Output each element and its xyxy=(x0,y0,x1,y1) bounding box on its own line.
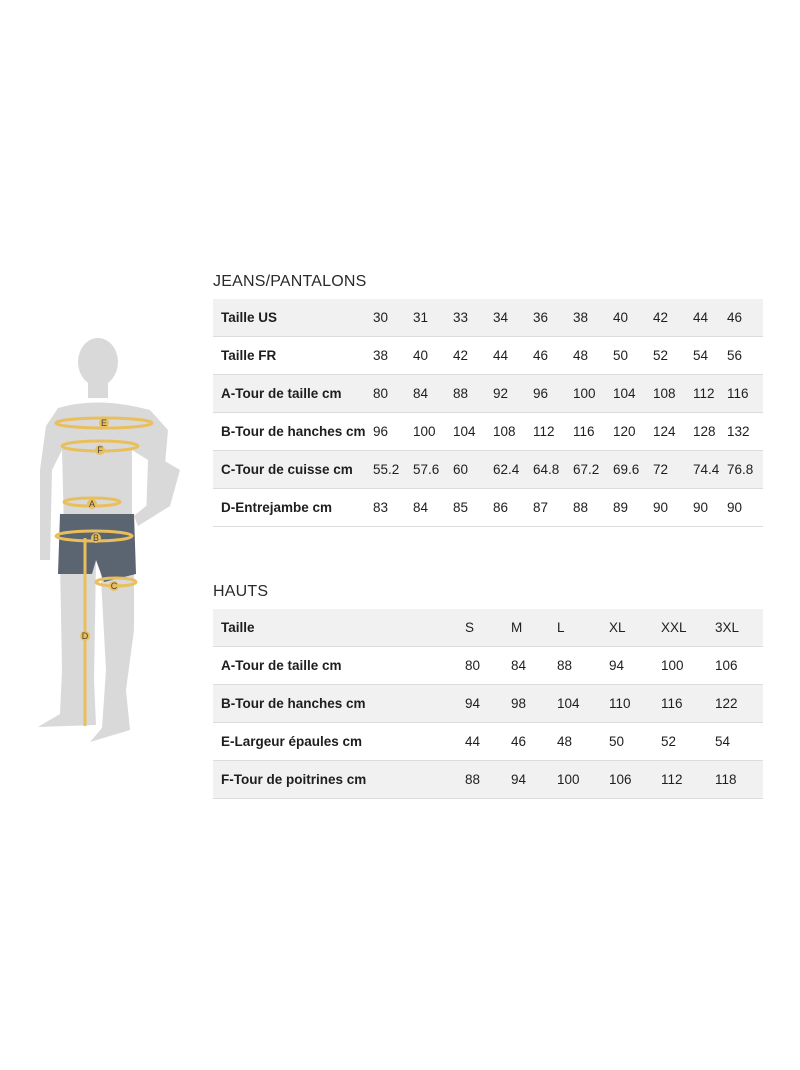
hauts-section-title: HAUTS xyxy=(213,583,269,600)
hauts-row xyxy=(213,609,763,647)
row-label: D-Entrejambe cm xyxy=(213,489,373,527)
table-cell: 40 xyxy=(413,337,453,375)
table-cell: 88 xyxy=(453,375,493,413)
marker-c-label: C xyxy=(110,581,118,591)
table-cell: 80 xyxy=(465,647,511,685)
table-cell: 57.6 xyxy=(413,451,453,489)
table-cell: 55.2 xyxy=(373,451,413,489)
jeans-row xyxy=(213,451,763,489)
table-cell: 36 xyxy=(533,299,573,337)
marker-f-label: F xyxy=(97,445,103,455)
table-cell: 52 xyxy=(661,723,715,761)
table-cell: 67.2 xyxy=(573,451,613,489)
marker-a-label: A xyxy=(88,499,96,509)
row-label: E-Largeur épaules cm xyxy=(213,723,465,761)
table-cell: 108 xyxy=(493,413,533,451)
table-cell: 96 xyxy=(533,375,573,413)
table-cell: 124 xyxy=(653,413,693,451)
table-cell: 100 xyxy=(413,413,453,451)
table-cell: 84 xyxy=(511,647,557,685)
table-cell: 89 xyxy=(613,489,653,527)
row-label: F-Tour de poitrines cm xyxy=(213,761,465,799)
hauts-row xyxy=(213,723,763,761)
hauts-row xyxy=(213,761,763,799)
marker-b-label: B xyxy=(92,533,100,543)
table-cell: 46 xyxy=(511,723,557,761)
table-cell: 98 xyxy=(511,685,557,723)
row-label: A-Tour de taille cm xyxy=(213,647,465,685)
table-cell: 132 xyxy=(727,413,763,451)
table-cell: 46 xyxy=(727,299,763,337)
table-cell: 92 xyxy=(493,375,533,413)
table-cell: 50 xyxy=(613,337,653,375)
table-cell: M xyxy=(511,609,557,647)
jeans-row xyxy=(213,375,763,413)
table-cell: 34 xyxy=(493,299,533,337)
table-cell: 90 xyxy=(727,489,763,527)
table-cell: 104 xyxy=(613,375,653,413)
table-cell: 90 xyxy=(653,489,693,527)
table-cell: 44 xyxy=(465,723,511,761)
table-cell: 38 xyxy=(573,299,613,337)
table-cell: 42 xyxy=(453,337,493,375)
table-cell: 31 xyxy=(413,299,453,337)
table-cell: 116 xyxy=(661,685,715,723)
table-cell: 100 xyxy=(661,647,715,685)
hauts-size-table xyxy=(213,609,763,799)
jeans-row xyxy=(213,489,763,527)
table-cell: S xyxy=(465,609,511,647)
table-cell: 100 xyxy=(557,761,609,799)
table-cell: 48 xyxy=(573,337,613,375)
table-cell: 116 xyxy=(573,413,613,451)
table-cell: 60 xyxy=(453,451,493,489)
hauts-row xyxy=(213,685,763,723)
table-cell: 74.4 xyxy=(693,451,727,489)
table-cell: 108 xyxy=(653,375,693,413)
table-cell: 54 xyxy=(715,723,763,761)
table-cell: 112 xyxy=(661,761,715,799)
jeans-section-title: JEANS/PANTALONS xyxy=(213,273,367,290)
table-cell: 33 xyxy=(453,299,493,337)
row-label: B-Tour de hanches cm xyxy=(213,685,465,723)
shorts xyxy=(58,514,136,582)
table-cell: 112 xyxy=(533,413,573,451)
table-cell: 46 xyxy=(533,337,573,375)
table-cell: L xyxy=(557,609,609,647)
table-cell: 122 xyxy=(715,685,763,723)
jeans-row xyxy=(213,337,763,375)
row-label: A-Tour de taille cm xyxy=(213,375,373,413)
table-cell: 87 xyxy=(533,489,573,527)
table-cell: 112 xyxy=(693,375,727,413)
table-cell: 106 xyxy=(609,761,661,799)
table-cell: 86 xyxy=(493,489,533,527)
jeans-size-table xyxy=(213,299,763,527)
table-cell: 106 xyxy=(715,647,763,685)
table-cell: 94 xyxy=(465,685,511,723)
table-cell: 85 xyxy=(453,489,493,527)
table-cell: 120 xyxy=(613,413,653,451)
row-label: Taille xyxy=(213,609,465,647)
table-cell: 76.8 xyxy=(727,451,763,489)
table-cell: 94 xyxy=(609,647,661,685)
marker-d-label: D xyxy=(81,631,89,641)
table-cell: 62.4 xyxy=(493,451,533,489)
table-cell: 94 xyxy=(511,761,557,799)
table-cell: 116 xyxy=(727,375,763,413)
table-cell: 3XL xyxy=(715,609,763,647)
body-measurement-figure xyxy=(30,330,190,750)
table-cell: 84 xyxy=(413,489,453,527)
table-cell: 48 xyxy=(557,723,609,761)
table-cell: 56 xyxy=(727,337,763,375)
table-cell: 52 xyxy=(653,337,693,375)
table-cell: 50 xyxy=(609,723,661,761)
table-cell: 128 xyxy=(693,413,727,451)
jeans-row xyxy=(213,299,763,337)
table-cell: 88 xyxy=(557,647,609,685)
table-cell: 69.6 xyxy=(613,451,653,489)
table-cell: 42 xyxy=(653,299,693,337)
table-cell: 38 xyxy=(373,337,413,375)
table-cell: 80 xyxy=(373,375,413,413)
table-cell: 83 xyxy=(373,489,413,527)
table-cell: 88 xyxy=(465,761,511,799)
row-label: B-Tour de hanches cm xyxy=(213,413,373,451)
table-cell: 30 xyxy=(373,299,413,337)
table-cell: 88 xyxy=(573,489,613,527)
jeans-row xyxy=(213,413,763,451)
table-cell: 96 xyxy=(373,413,413,451)
table-cell: XL xyxy=(609,609,661,647)
table-cell: 100 xyxy=(573,375,613,413)
table-cell: 84 xyxy=(413,375,453,413)
row-label: Taille FR xyxy=(213,337,373,375)
hauts-row xyxy=(213,647,763,685)
table-cell: 44 xyxy=(493,337,533,375)
table-cell: 104 xyxy=(557,685,609,723)
table-cell: 118 xyxy=(715,761,763,799)
row-label: C-Tour de cuisse cm xyxy=(213,451,373,489)
table-cell: 64.8 xyxy=(533,451,573,489)
marker-e-label: E xyxy=(100,418,108,428)
table-cell: 72 xyxy=(653,451,693,489)
table-cell: 40 xyxy=(613,299,653,337)
table-cell: 90 xyxy=(693,489,727,527)
table-cell: 110 xyxy=(609,685,661,723)
row-label: Taille US xyxy=(213,299,373,337)
table-cell: 104 xyxy=(453,413,493,451)
table-cell: 54 xyxy=(693,337,727,375)
table-cell: 44 xyxy=(693,299,727,337)
table-cell: XXL xyxy=(661,609,715,647)
